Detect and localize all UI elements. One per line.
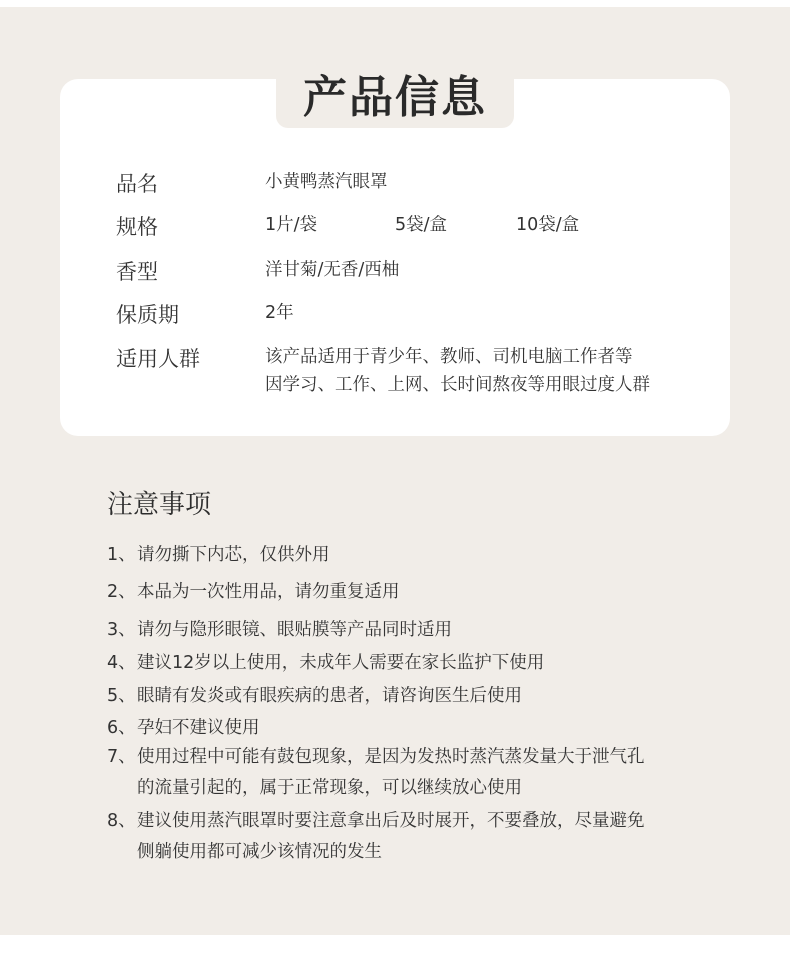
- spec-value-1: 1片/袋: [265, 215, 318, 235]
- note-number: 7、: [107, 747, 136, 767]
- note-number: 4、: [107, 653, 136, 673]
- notes-title: 注意事项: [107, 490, 212, 520]
- note-number: 2、: [107, 582, 136, 602]
- note-text: 孕妇不建议使用: [137, 718, 260, 738]
- scent-value: 洋甘菊/无香/西柚: [265, 260, 400, 280]
- note-text: 请勿撕下内芯，仅供外用: [137, 545, 330, 565]
- product-info-title-tab: [276, 57, 514, 128]
- audience-label: 适用人群: [116, 347, 200, 371]
- note-item-4: [107, 648, 544, 679]
- note-number: 8、: [107, 811, 136, 831]
- note-text-continued: 的流量引起的，属于正常现象，可以继续放心使用: [137, 778, 522, 798]
- note-item-7: [107, 742, 645, 804]
- note-text-continued: 侧躺使用都可减少该情况的发生: [137, 842, 382, 862]
- note-text: 建议12岁以上使用，未成年人需要在家长监护下使用: [137, 653, 545, 673]
- note-text: 眼睛有发炎或有眼疾病的患者，请咨询医生后使用: [137, 686, 522, 706]
- scent-label: 香型: [116, 260, 158, 284]
- note-item-1: [107, 540, 330, 571]
- note-item-6: [107, 713, 260, 744]
- name-label: 品名: [116, 172, 158, 196]
- spec-value-2: 5袋/盒: [395, 215, 448, 235]
- note-number: 3、: [107, 620, 136, 640]
- note-number: 1、: [107, 545, 136, 565]
- spec-label: 规格: [116, 215, 158, 239]
- shelf-life-label: 保质期: [116, 303, 179, 327]
- spec-value-3: 10袋/盒: [516, 215, 580, 235]
- note-number: 6、: [107, 718, 136, 738]
- audience-line-2: 因学习、工作、上网、长时间熬夜等用眼过度人群: [265, 375, 650, 395]
- note-text: 本品为一次性用品，请勿重复适用: [137, 582, 400, 602]
- note-text: 建议使用蒸汽眼罩时要注意拿出后及时展开，不要叠放，尽量避免: [137, 811, 645, 831]
- note-text: 使用过程中可能有鼓包现象，是因为发热时蒸汽蒸发量大于泄气孔: [137, 747, 645, 767]
- note-text: 请勿与隐形眼镜、眼贴膜等产品同时适用: [137, 620, 452, 640]
- note-item-2: [107, 577, 400, 608]
- note-item-3: [107, 615, 452, 646]
- product-info-title: 产品信息: [303, 71, 487, 123]
- note-number: 5、: [107, 686, 136, 706]
- name-value: 小黄鸭蒸汽眼罩: [265, 172, 388, 192]
- shelf-life-value: 2年: [265, 303, 294, 323]
- audience-line-1: 该产品适用于青少年、教师、司机电脑工作者等: [265, 347, 633, 367]
- note-item-8: [107, 806, 645, 868]
- note-item-5: [107, 681, 522, 712]
